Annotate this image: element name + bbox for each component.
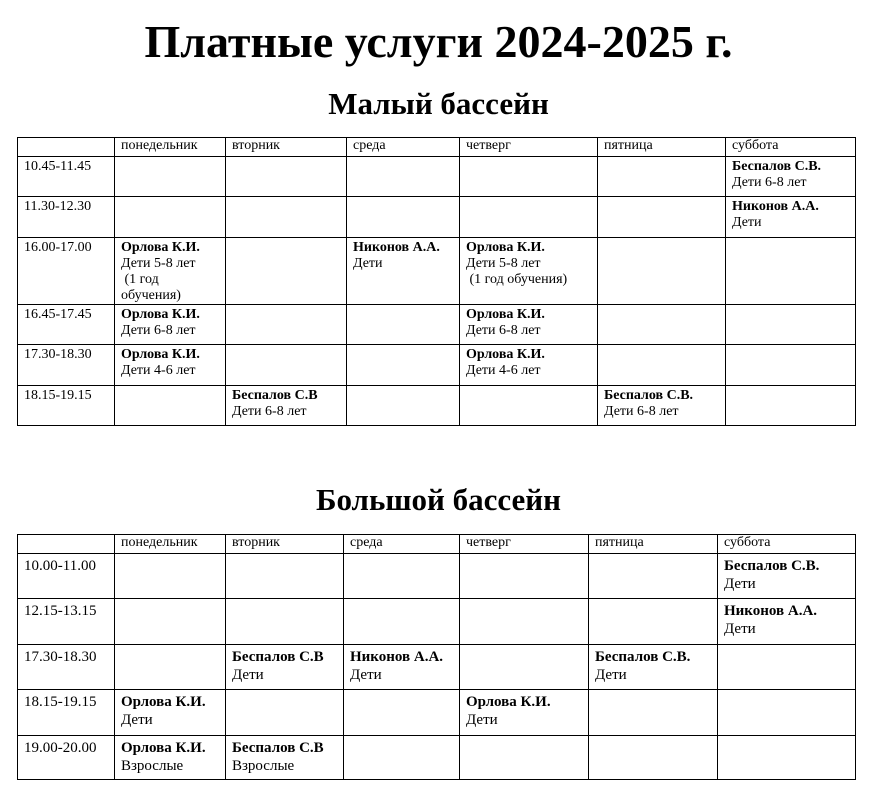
header-day-monday: понедельник xyxy=(115,535,226,554)
session-cell-thursday xyxy=(460,238,598,305)
session-cell-wednesday xyxy=(347,345,460,386)
table-row xyxy=(18,386,856,426)
session-cell-monday xyxy=(115,238,226,305)
header-day-wednesday: среда xyxy=(344,535,460,554)
trainer-name: Орлова К.И. xyxy=(121,307,200,322)
trainer-name: Орлова К.И. xyxy=(466,240,545,255)
table-row xyxy=(18,238,856,305)
header-day-friday: пятница xyxy=(598,138,726,157)
session-cell-monday xyxy=(115,736,226,780)
group-label: Дети xyxy=(724,621,756,637)
trainer-name: Никонов А.А. xyxy=(732,199,819,214)
group-label: Дети 5-8 лет (1 год обучения) xyxy=(121,256,196,303)
small-pool-schedule-table xyxy=(17,137,856,426)
table-row xyxy=(18,157,856,197)
session-cell-tuesday xyxy=(226,645,344,690)
header-day-wednesday: среда xyxy=(347,138,460,157)
session-cell-saturday xyxy=(726,238,856,305)
session-cell-friday xyxy=(598,238,726,305)
group-label: Дети xyxy=(724,576,756,592)
session-cell-tuesday xyxy=(226,554,344,599)
session-cell-tuesday xyxy=(226,238,347,305)
session-cell-saturday xyxy=(726,305,856,345)
trainer-name: Беспалов С.В xyxy=(232,649,324,665)
session-cell-wednesday xyxy=(347,305,460,345)
trainer-name: Орлова К.И. xyxy=(121,694,206,710)
group-label: Дети 4-6 лет xyxy=(466,363,541,378)
session-cell-friday xyxy=(598,345,726,386)
group-label: Дети xyxy=(595,667,627,683)
session-cell-friday xyxy=(598,305,726,345)
trainer-name: Никонов А.А. xyxy=(724,603,818,619)
header-day-thursday: четверг xyxy=(460,138,598,157)
session-cell-monday xyxy=(115,554,226,599)
session-cell-monday xyxy=(115,197,226,238)
big-pool-title: Большой бассейн xyxy=(315,482,562,517)
session-cell-wednesday xyxy=(347,197,460,238)
session-cell-thursday xyxy=(460,554,589,599)
group-label: Дети 4-6 лет xyxy=(121,363,196,378)
time-slot: 17.30-18.30 xyxy=(18,345,115,386)
session-cell-thursday xyxy=(460,645,589,690)
group-label: Взрослые xyxy=(121,758,184,774)
header-day-friday: пятница xyxy=(589,535,718,554)
table-row xyxy=(18,554,856,599)
header-day-tuesday: вторник xyxy=(226,535,344,554)
group-label: Дети xyxy=(350,667,382,683)
time-slot: 17.30-18.30 xyxy=(18,645,115,690)
session-cell-thursday xyxy=(460,690,589,736)
session-cell-wednesday xyxy=(347,157,460,197)
trainer-name: Никонов А.А. xyxy=(350,649,444,665)
trainer-name: Орлова К.И. xyxy=(121,347,200,362)
time-slot: 12.15-13.15 xyxy=(18,599,115,645)
session-cell-saturday xyxy=(718,554,856,599)
session-cell-friday xyxy=(598,157,726,197)
trainer-name: Никонов А.А. xyxy=(353,240,440,255)
header-day-monday: понедельник xyxy=(115,138,226,157)
session-cell-monday xyxy=(115,599,226,645)
table-row xyxy=(18,645,856,690)
session-cell-friday xyxy=(589,554,718,599)
header-corner xyxy=(18,138,115,157)
trainer-name: Орлова К.И. xyxy=(466,347,545,362)
trainer-name: Беспалов С.В. xyxy=(724,558,820,574)
table-row xyxy=(18,736,856,780)
table-row xyxy=(18,345,856,386)
header-row xyxy=(18,535,856,554)
session-cell-friday xyxy=(589,690,718,736)
table-row xyxy=(18,197,856,238)
session-cell-tuesday xyxy=(226,345,347,386)
group-label: Дети 6-8 лет xyxy=(121,323,196,338)
group-label: Дети 6-8 лет xyxy=(232,404,307,419)
group-label: Дети xyxy=(232,667,264,683)
session-cell-saturday xyxy=(718,645,856,690)
session-cell-saturday xyxy=(726,345,856,386)
group-label: Дети 6-8 лет xyxy=(604,404,679,419)
time-slot: 16.00-17.00 xyxy=(18,238,115,305)
session-cell-saturday xyxy=(726,197,856,238)
session-cell-monday xyxy=(115,305,226,345)
trainer-name: Беспалов С.В xyxy=(232,740,324,756)
session-cell-wednesday xyxy=(344,736,460,780)
trainer-name: Беспалов С.В. xyxy=(732,159,822,174)
session-cell-monday xyxy=(115,386,226,426)
group-label: Дети xyxy=(466,712,498,728)
trainer-name: Беспалов С.В xyxy=(232,388,318,403)
session-cell-saturday xyxy=(718,599,856,645)
group-label: Дети xyxy=(121,712,153,728)
session-cell-saturday xyxy=(726,157,856,197)
group-label: Дети 5-8 лет (1 год обучения) xyxy=(466,256,568,287)
trainer-name: Орлова К.И. xyxy=(466,307,545,322)
session-cell-friday xyxy=(589,599,718,645)
session-cell-thursday xyxy=(460,736,589,780)
session-cell-wednesday xyxy=(344,645,460,690)
header-day-thursday: четверг xyxy=(460,535,589,554)
session-cell-monday xyxy=(115,157,226,197)
trainer-name: Орлова К.И. xyxy=(121,740,206,756)
small-pool-title: Малый бассейн xyxy=(328,86,549,121)
group-label: Дети xyxy=(732,215,762,230)
time-slot: 10.00-11.00 xyxy=(18,554,115,599)
session-cell-wednesday xyxy=(344,690,460,736)
session-cell-thursday xyxy=(460,305,598,345)
header-row xyxy=(18,138,856,157)
session-cell-tuesday xyxy=(226,197,347,238)
session-cell-tuesday xyxy=(226,599,344,645)
session-cell-tuesday xyxy=(226,736,344,780)
trainer-name: Орлова К.И. xyxy=(121,240,200,255)
time-slot: 18.15-19.15 xyxy=(18,690,115,736)
session-cell-wednesday xyxy=(344,599,460,645)
page-title: Платные услуги 2024-2025 г. xyxy=(144,16,733,67)
session-cell-tuesday xyxy=(226,386,347,426)
group-label: Взрослые xyxy=(232,758,295,774)
trainer-name: Беспалов С.В. xyxy=(604,388,694,403)
session-cell-wednesday xyxy=(347,238,460,305)
big-pool-schedule-table xyxy=(17,534,856,780)
header-day-saturday: суббота xyxy=(726,138,856,157)
header-day-tuesday: вторник xyxy=(226,138,347,157)
session-cell-tuesday xyxy=(226,305,347,345)
session-cell-thursday xyxy=(460,197,598,238)
session-cell-thursday xyxy=(460,599,589,645)
session-cell-friday xyxy=(598,197,726,238)
session-cell-thursday xyxy=(460,345,598,386)
session-cell-thursday xyxy=(460,386,598,426)
header-corner xyxy=(18,535,115,554)
group-label: Дети 6-8 лет xyxy=(466,323,541,338)
session-cell-saturday xyxy=(718,690,856,736)
session-cell-saturday xyxy=(726,386,856,426)
session-cell-monday xyxy=(115,690,226,736)
session-cell-thursday xyxy=(460,157,598,197)
session-cell-friday xyxy=(598,386,726,426)
session-cell-tuesday xyxy=(226,157,347,197)
time-slot: 10.45-11.45 xyxy=(18,157,115,197)
time-slot: 16.45-17.45 xyxy=(18,305,115,345)
table-row xyxy=(18,305,856,345)
time-slot: 18.15-19.15 xyxy=(18,386,115,426)
time-slot: 11.30-12.30 xyxy=(18,197,115,238)
time-slot: 19.00-20.00 xyxy=(18,736,115,780)
trainer-name: Беспалов С.В. xyxy=(595,649,691,665)
session-cell-saturday xyxy=(718,736,856,780)
session-cell-wednesday xyxy=(344,554,460,599)
table-row xyxy=(18,599,856,645)
group-label: Дети xyxy=(353,256,383,271)
session-cell-tuesday xyxy=(226,690,344,736)
session-cell-friday xyxy=(589,645,718,690)
session-cell-monday xyxy=(115,345,226,386)
header-day-saturday: суббота xyxy=(718,535,856,554)
table-row xyxy=(18,690,856,736)
trainer-name: Орлова К.И. xyxy=(466,694,551,710)
session-cell-monday xyxy=(115,645,226,690)
group-label: Дети 6-8 лет xyxy=(732,175,807,190)
session-cell-friday xyxy=(589,736,718,780)
session-cell-wednesday xyxy=(347,386,460,426)
